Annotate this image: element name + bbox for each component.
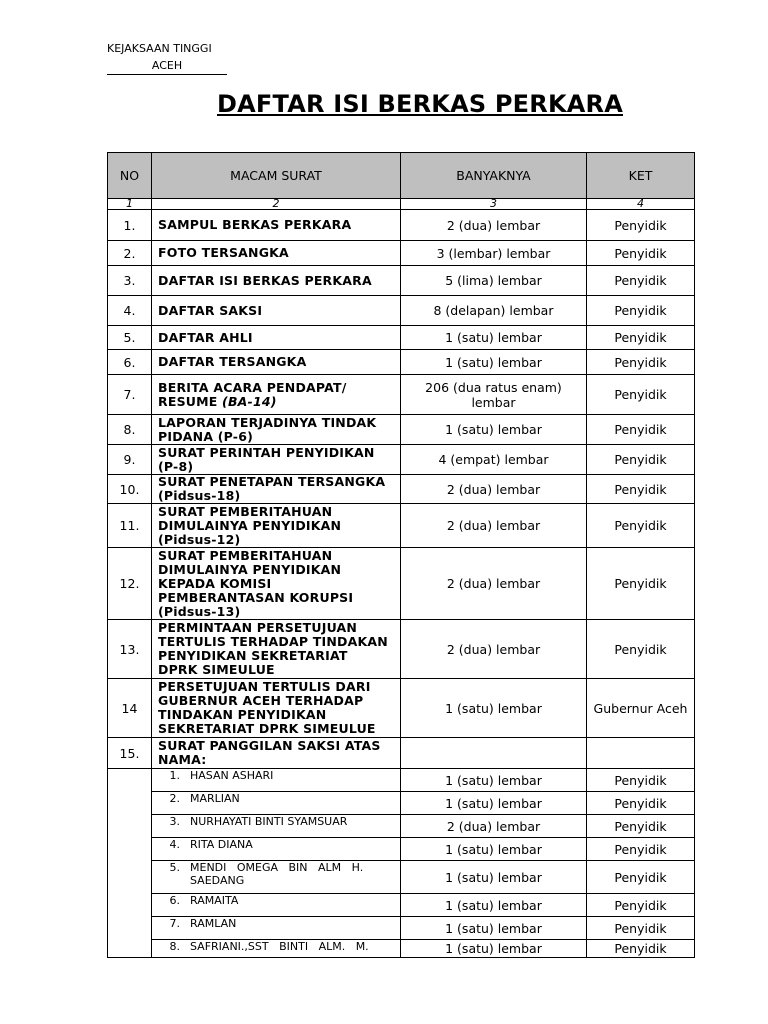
row-surat-line: RESUME (158, 393, 223, 409)
row-banyak: 4 (empat) lembar (401, 445, 587, 475)
row-banyak: 2 (dua) lembar (401, 210, 587, 241)
row-surat-line: PERSETUJUAN TERTULIS DARI (158, 679, 371, 694)
row-surat: DAFTAR SAKSI (152, 296, 401, 326)
saksi-ket: Penyidik (587, 815, 695, 838)
row-no: 7. (108, 375, 152, 415)
row-surat: DAFTAR TERSANGKA (152, 350, 401, 375)
row-ket: Penyidik (587, 620, 695, 679)
row-surat: FOTO TERSANGKA (152, 241, 401, 266)
saksi-ket: Penyidik (587, 894, 695, 917)
row-banyak: 2 (dua) lembar (401, 475, 587, 504)
institution-header (107, 40, 227, 75)
row-surat-line: (P-8) (158, 458, 194, 474)
row-banyak: 2 (dua) lembar (401, 548, 587, 620)
saksi-name (152, 769, 401, 792)
row-banyak: 3 (lembar) lembar (401, 241, 587, 266)
row-no: 8. (108, 415, 152, 445)
col-index: 3 (401, 199, 587, 210)
row-surat (152, 738, 401, 769)
table-row (108, 504, 695, 548)
document-title: DAFTAR ISI BERKAS PERKARA (217, 90, 623, 118)
row-ket: Penyidik (587, 415, 695, 445)
saksi-row (108, 769, 695, 792)
row-surat-line: SEKRETARIAT DPRK SIMEULUE (158, 721, 376, 736)
col-header-ket: KET (587, 153, 695, 199)
saksi-ket: Penyidik (587, 838, 695, 861)
table-row (108, 620, 695, 679)
row-ket: Penyidik (587, 266, 695, 296)
col-index: 2 (152, 199, 401, 210)
saksi-row (108, 917, 695, 940)
row-banyak: 1 (satu) lembar (401, 350, 587, 375)
row-surat-line: LAPORAN TERJADINYA TINDAK (158, 414, 377, 430)
table-row (108, 445, 695, 475)
saksi-ket: Penyidik (587, 917, 695, 940)
row-surat-line: SURAT PANGGILAN SAKSI ATAS (158, 738, 381, 753)
table-row (108, 738, 695, 769)
row-banyak: 1 (satu) lembar (401, 326, 587, 350)
saksi-nama: NURHAYATI BINTI SYAMSUAR (190, 815, 348, 828)
table-row (108, 350, 695, 375)
row-surat-line: KEPADA KOMISI (158, 575, 272, 591)
row-no: 14 (108, 679, 152, 738)
column-index-row (108, 199, 695, 210)
row-ket: Penyidik (587, 326, 695, 350)
row-surat (152, 445, 401, 475)
saksi-banyak: 1 (satu) lembar (401, 792, 587, 815)
row-banyak (401, 738, 587, 769)
row-no: 13. (108, 620, 152, 679)
saksi-row (108, 940, 695, 958)
saksi-no-blank (108, 769, 152, 958)
saksi-row (108, 838, 695, 861)
saksi-name (152, 792, 401, 815)
row-no: 4. (108, 296, 152, 326)
row-surat-line: PENYIDIKAN SEKRETARIAT (158, 648, 348, 663)
table-row (108, 210, 695, 241)
row-surat-line: TINDAKAN PENYIDIKAN (158, 707, 327, 722)
row-surat (152, 375, 401, 415)
row-surat-line: NAMA: (158, 752, 207, 767)
row-surat-line: (Pidsus-13) (158, 603, 241, 619)
row-surat (152, 548, 401, 620)
row-ket: Penyidik (587, 445, 695, 475)
saksi-nama-line: SAEDANG (190, 874, 245, 887)
row-ket: Penyidik (587, 241, 695, 266)
table-row (108, 375, 695, 415)
saksi-ket: Penyidik (587, 792, 695, 815)
table-row (108, 548, 695, 620)
row-no: 5. (108, 326, 152, 350)
saksi-ket: Penyidik (587, 861, 695, 894)
saksi-nama: RAMLAN (190, 917, 237, 930)
saksi-banyak: 1 (satu) lembar (401, 894, 587, 917)
row-ket: Gubernur Aceh (587, 679, 695, 738)
row-banyak: 2 (dua) lembar (401, 620, 587, 679)
saksi-nama: MARLIAN (190, 792, 240, 805)
row-surat: DAFTAR AHLI (152, 326, 401, 350)
row-no: 10. (108, 475, 152, 504)
col-header-banyaknya: BANYAKNYA (401, 153, 587, 199)
saksi-ket: Penyidik (587, 940, 695, 958)
row-surat-line: BERITA ACARA PENDAPAT/ (158, 379, 347, 395)
saksi-no: 8. (169, 940, 180, 953)
saksi-banyak: 1 (satu) lembar (401, 917, 587, 940)
row-surat (152, 679, 401, 738)
row-surat-line: DPRK SIMEULUE (158, 662, 275, 677)
row-banyak: 1 (satu) lembar (401, 679, 587, 738)
saksi-banyak: 2 (dua) lembar (401, 815, 587, 838)
table-row (108, 475, 695, 504)
saksi-row (108, 894, 695, 917)
saksi-nama: SAFRIANI.,SST BINTI ALM. M. (190, 940, 369, 953)
saksi-name (152, 894, 401, 917)
saksi-name (152, 815, 401, 838)
col-index: 1 (108, 199, 152, 210)
row-no: 9. (108, 445, 152, 475)
row-ket: Penyidik (587, 548, 695, 620)
row-ket: Penyidik (587, 375, 695, 415)
row-surat-line: DIMULAINYA PENYIDIKAN (158, 561, 342, 577)
saksi-no: 3. (169, 815, 180, 828)
row-ket: Penyidik (587, 210, 695, 241)
row-surat-line: SURAT PEMBERITAHUAN (158, 547, 333, 563)
row-surat-line: PEMBERANTASAN KORUPSI (158, 589, 354, 605)
row-banyak: 5 (lima) lembar (401, 266, 587, 296)
row-banyak: 8 (delapan) lembar (401, 296, 587, 326)
row-banyak (401, 375, 587, 415)
col-index: 4 (587, 199, 695, 210)
row-ket (587, 738, 695, 769)
row-banyak: 1 (satu) lembar (401, 415, 587, 445)
row-surat (152, 504, 401, 548)
table-row (108, 296, 695, 326)
row-surat-line: SURAT PERINTAH PENYIDIKAN (158, 444, 375, 460)
row-surat-line: DIMULAINYA PENYIDIKAN (158, 517, 342, 533)
saksi-banyak: 1 (satu) lembar (401, 861, 587, 894)
contents-table (107, 152, 695, 958)
row-banyak: 2 (dua) lembar (401, 504, 587, 548)
table-row (108, 241, 695, 266)
table-row (108, 679, 695, 738)
saksi-name (152, 917, 401, 940)
saksi-nama: RITA DIANA (190, 838, 253, 851)
saksi-nama (190, 861, 390, 887)
table-row (108, 326, 695, 350)
row-surat-line: PERMINTAAN PERSETUJUAN (158, 620, 358, 635)
row-no: 1. (108, 210, 152, 241)
saksi-row (108, 815, 695, 838)
saksi-no: 7. (169, 917, 180, 930)
saksi-banyak: 1 (satu) lembar (401, 769, 587, 792)
row-no: 2. (108, 241, 152, 266)
col-header-macam-surat: MACAM SURAT (152, 153, 401, 199)
saksi-no: 6. (169, 894, 180, 907)
row-surat (152, 475, 401, 504)
saksi-name (152, 861, 401, 894)
saksi-row (108, 792, 695, 815)
table-row (108, 415, 695, 445)
saksi-banyak: 1 (satu) lembar (401, 838, 587, 861)
row-ket: Penyidik (587, 504, 695, 548)
saksi-no: 1. (169, 769, 180, 782)
row-surat-line: PIDANA (P-6) (158, 428, 254, 444)
row-ket: Penyidik (587, 296, 695, 326)
saksi-row (108, 861, 695, 894)
saksi-nama-line: MENDI OMEGA BIN ALM H. (190, 861, 364, 874)
row-surat-line: GUBERNUR ACEH TERHADAP (158, 693, 364, 708)
row-no: 15. (108, 738, 152, 769)
row-surat-line: (Pidsus-12) (158, 531, 241, 547)
row-surat-line: SURAT PENETAPAN TERSANGKA (158, 474, 386, 489)
row-ket: Penyidik (587, 350, 695, 375)
row-no: 3. (108, 266, 152, 296)
saksi-name (152, 838, 401, 861)
row-surat: SAMPUL BERKAS PERKARA (152, 210, 401, 241)
row-banyak-line: 206 (dua ratus enam) (425, 379, 562, 395)
col-header-no: NO (108, 153, 152, 199)
table-header-row (108, 153, 695, 199)
row-surat (152, 620, 401, 679)
row-surat-line: TERTULIS TERHADAP TINDAKAN (158, 634, 388, 649)
saksi-nama: HASAN ASHARI (190, 769, 274, 782)
saksi-banyak: 1 (satu) lembar (401, 940, 587, 958)
row-surat (152, 415, 401, 445)
row-surat-code: (BA-14) (222, 393, 277, 409)
row-no: 12. (108, 548, 152, 620)
saksi-no: 5. (169, 861, 180, 874)
institution-region: ACEH (107, 58, 227, 75)
row-surat-line: SURAT PEMBERITAHUAN (158, 503, 333, 519)
saksi-nama: RAMAITA (190, 894, 239, 907)
saksi-ket: Penyidik (587, 769, 695, 792)
row-ket: Penyidik (587, 475, 695, 504)
row-surat-line: (Pidsus-18) (158, 488, 241, 503)
saksi-no: 4. (169, 838, 180, 851)
table-row (108, 266, 695, 296)
institution-name: KEJAKSAAN TINGGI (107, 42, 212, 55)
saksi-no: 2. (169, 792, 180, 805)
row-no: 11. (108, 504, 152, 548)
row-surat: DAFTAR ISI BERKAS PERKARA (152, 266, 401, 296)
row-banyak-line: lembar (471, 394, 516, 410)
saksi-name (152, 940, 401, 958)
row-no: 6. (108, 350, 152, 375)
